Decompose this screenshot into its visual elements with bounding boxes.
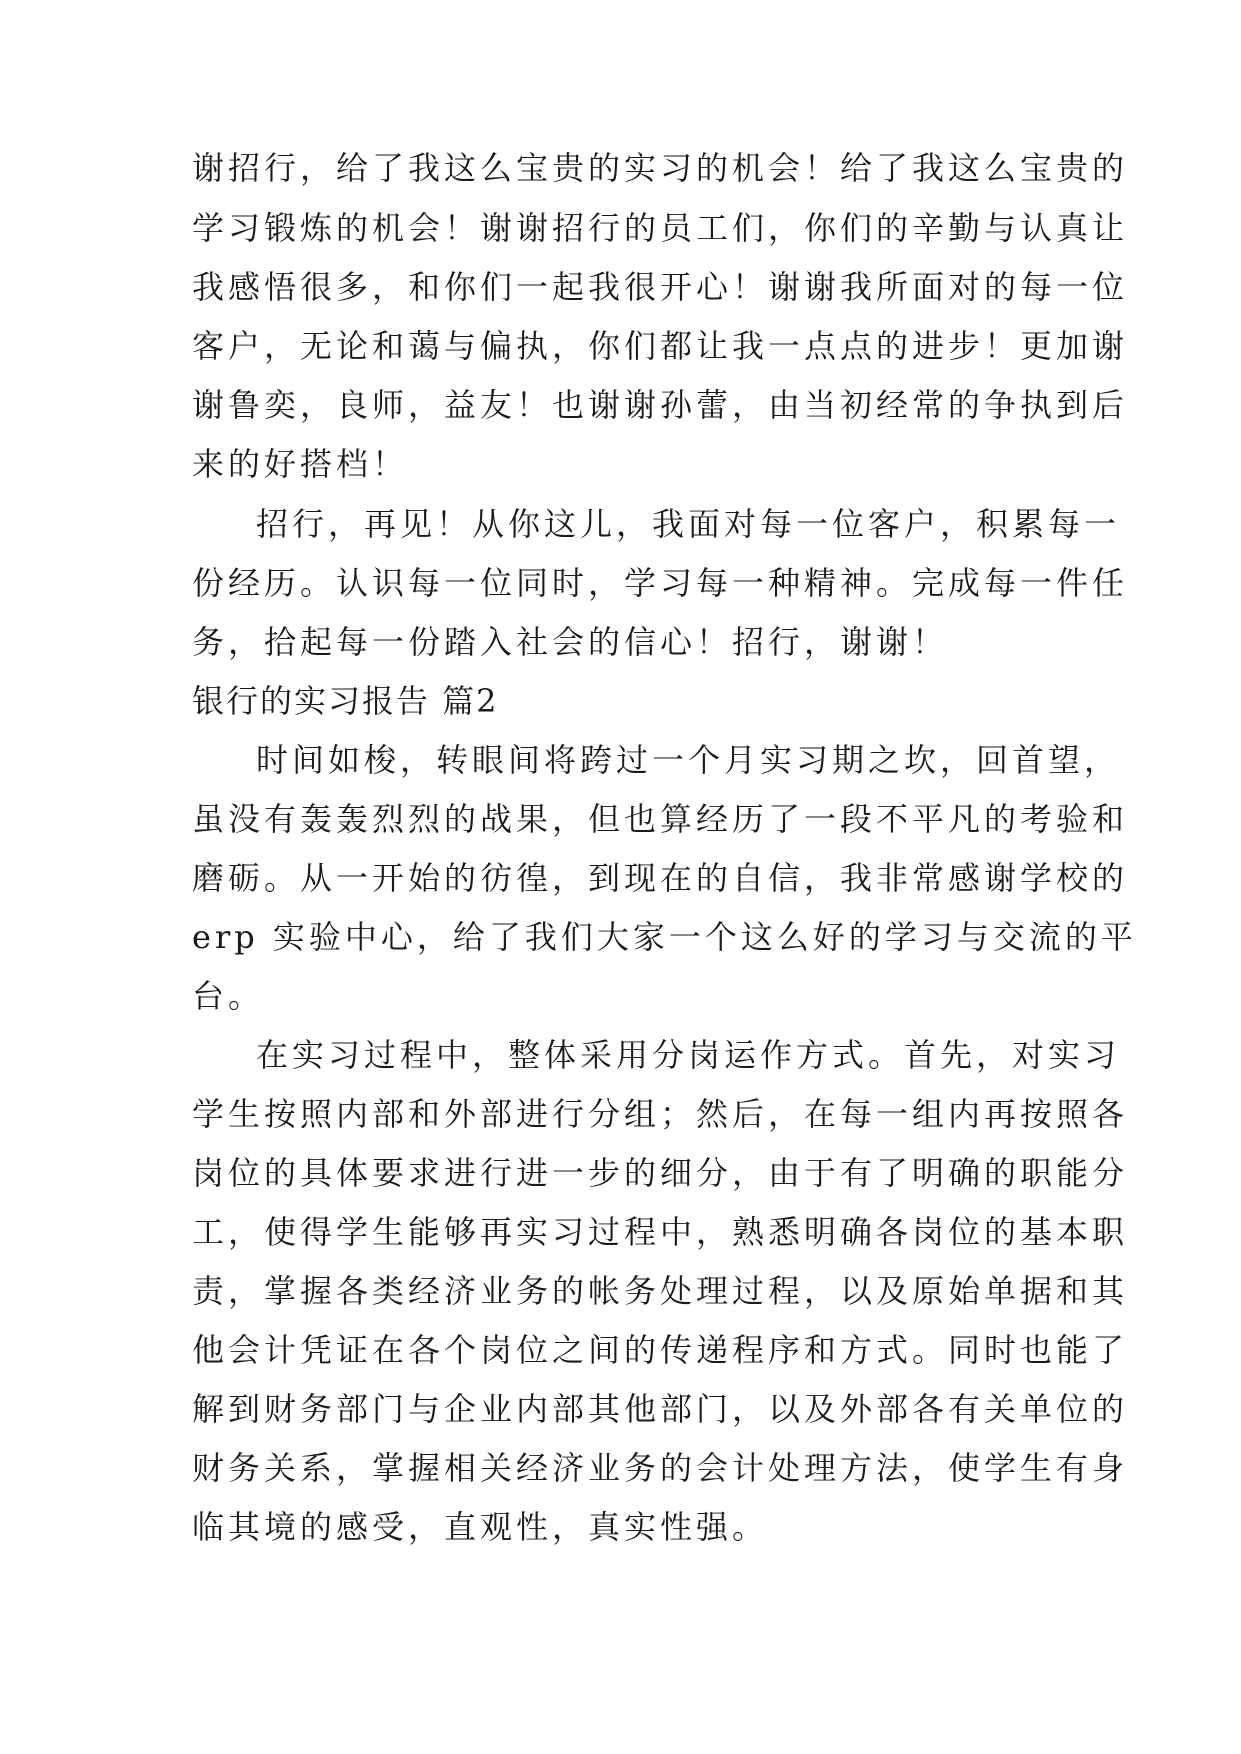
- paragraph-line: 谢招行，给了我这么宝贵的实习的机会！给了我这么宝贵的: [192, 149, 1129, 187]
- paragraph-line: 招行，再见！从你这儿，我面对每一位客户，积累每一: [256, 505, 1121, 543]
- paragraph-line: 虽没有轰轰烈烈的战果，但也算经历了一段不平凡的考验和: [192, 800, 1129, 838]
- paragraph-line: 责，掌握各类经济业务的帐务处理过程，以及原始单据和其: [192, 1272, 1129, 1310]
- paragraph-line: 解到财务部门与企业内部其他部门，以及外部各有关单位的: [192, 1390, 1129, 1428]
- paragraph-line: 工，使得学生能够再实习过程中，熟悉明确各岗位的基本职: [192, 1213, 1129, 1251]
- paragraph-line: 份经历。认识每一位同时，学习每一种精神。完成每一件任: [192, 564, 1129, 602]
- paragraph-line: erp 实验中心，给了我们大家一个这么好的学习与交流的平: [192, 918, 1137, 956]
- paragraph-line: 客户，无论和蔼与偏执，你们都让我一点点的进步！更加谢: [192, 327, 1129, 365]
- paragraph-line: 我感悟很多，和你们一起我很开心！谢谢我所面对的每一位: [192, 268, 1129, 306]
- paragraph-line: 他会计凭证在各个岗位之间的传递程序和方式。同时也能了: [192, 1331, 1129, 1369]
- paragraph-line: 务，拾起每一份踏入社会的信心！招行，谢谢！: [192, 623, 949, 661]
- section-heading: 银行的实习报告 篇2: [192, 682, 499, 720]
- paragraph-line: 学生按照内部和外部进行分组；然后，在每一组内再按照各: [192, 1095, 1129, 1133]
- paragraph-line: 磨砺。从一开始的彷徨，到现在的自信，我非常感谢学校的: [192, 859, 1129, 897]
- paragraph-line: 在实习过程中，整体采用分岗运作方式。首先，对实习: [256, 1036, 1121, 1074]
- paragraph-line: 时间如梭，转眼间将跨过一个月实习期之坎，回首望，: [256, 741, 1121, 779]
- paragraph-line: 临其境的感受，直观性，真实性强。: [192, 1508, 769, 1546]
- paragraph-line: 台。: [192, 977, 265, 1015]
- paragraph-line: 谢鲁奕，良师，益友！也谢谢孙蕾，由当初经常的争执到后: [192, 386, 1129, 424]
- paragraph-line: 学习锻炼的机会！谢谢招行的员工们，你们的辛勤与认真让: [192, 209, 1129, 247]
- paragraph-line: 财务关系，掌握相关经济业务的会计处理方法，使学生有身: [192, 1449, 1129, 1487]
- paragraph-line: 岗位的具体要求进行进一步的细分，由于有了明确的职能分: [192, 1154, 1129, 1192]
- paragraph-line: 来的好搭档！: [192, 445, 409, 483]
